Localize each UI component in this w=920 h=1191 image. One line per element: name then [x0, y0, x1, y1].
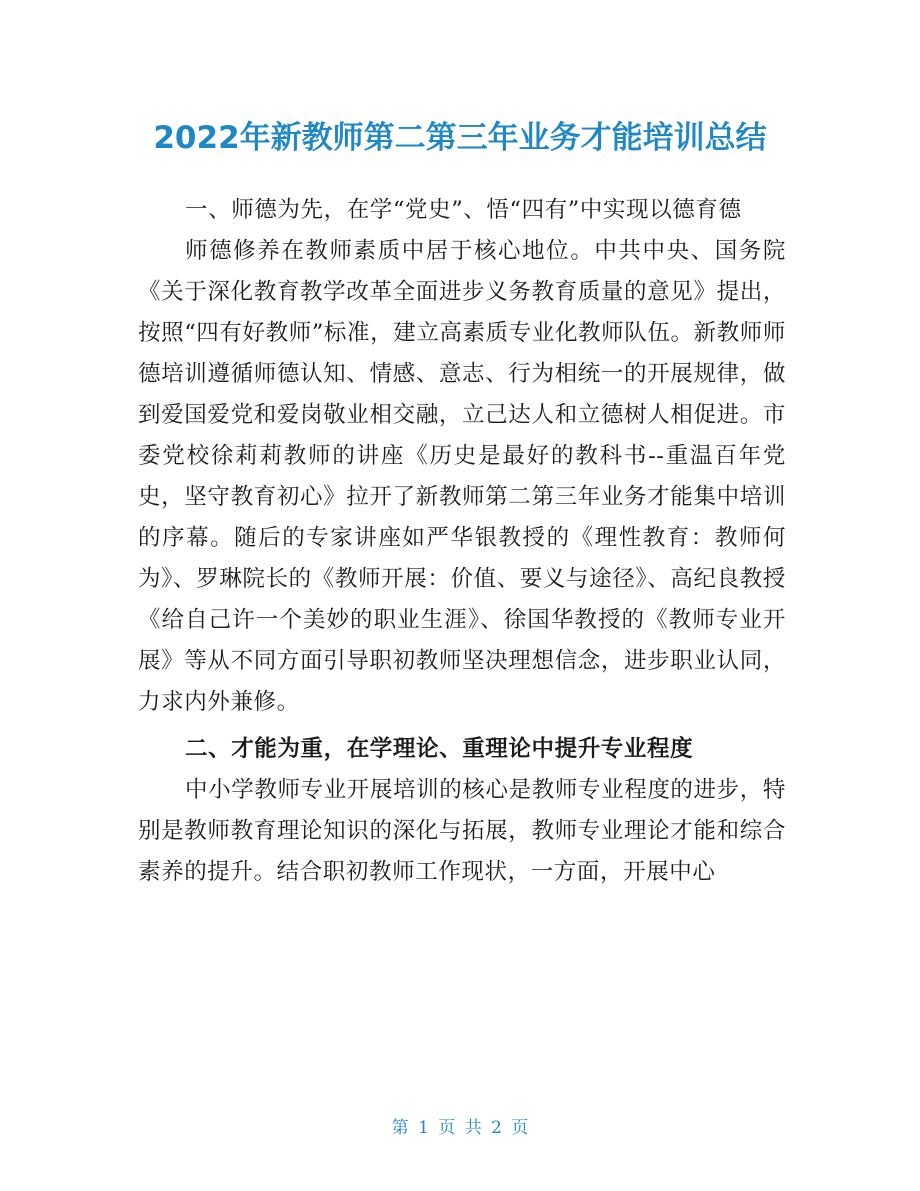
document-title: 2022年新教师第二第三年业务才能培训总结: [153, 120, 767, 156]
paragraph-2: 中小学教师专业开展培训的核心是教师专业程度的进步，特别是教师教育理论知识的深化与拓展，教师专业理论才能和综合素养的提升。结合职初教师工作现状，一方面，开展中心: [138, 777, 786, 885]
paragraph-1: 师德修养在教师素质中居于核心地位。中共中央、国务院《关于深化教育教学改革全面进步义务教育质量的意见》提出，按照“四有好教师”标准，建立高素质专业化教师队伍。新教师师德培训遵循师德认知、情感、意志、行为相统一的开展规律，做到爱国爱党和爱岗敬业相交融，立己达人和立德树人相促进。市委党校徐莉莉教师的讲座《历史是最好的教科书--重温百年党史，坚守教育初心》拉开了新教师第二第三年业务才能集中培训的序幕。随后的专家讲座如严华银教授的《理性教育：教师何为》、罗琳院长的《教师开展：价值、要义与途径》、高纪良教授《给自己许一个美妙的职业生涯》、徐国华教授的《教师专业开展》等从不同方面引导职初教师坚决理想信念，进步职业认同，力求内外兼修。: [138, 238, 786, 715]
section-heading-2: 二、才能为重，在学理论、重理论中提升专业程度: [185, 736, 694, 762]
section-heading-1: 一、师德为先，在学“党史”、悟“四有”中实现以德育德: [185, 197, 742, 223]
page-number-footer: 第 1 页 共 2 页: [391, 1118, 529, 1138]
document-body: [138, 190, 786, 893]
